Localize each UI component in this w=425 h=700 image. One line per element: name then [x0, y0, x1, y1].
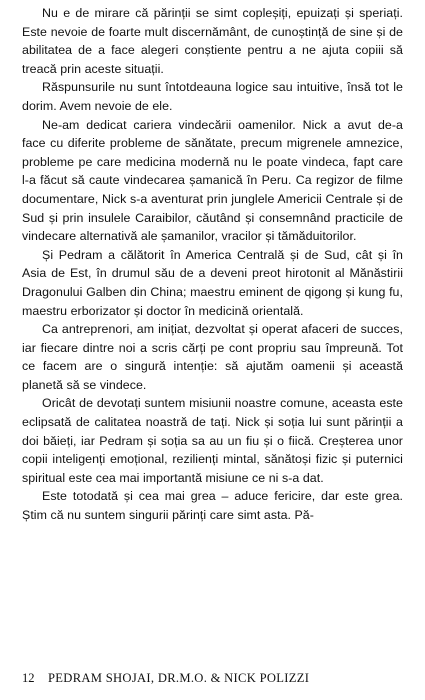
paragraph-1: Nu e de mirare că părinții se simt copleșiți, epuizați și speriați. Este nevoie de foarte mult discernământ, de cunoștință de sine și de abilitatea de a face alegeri conștiente pentru a ne ajuta copiii să treacă prin aceste situații.: [22, 6, 403, 76]
paragraph-3: Ne-am dedicat cariera vindecării oamenilor. Nick a avut de-a face cu diferite probleme de sănătate, precum migrenele amnezice, probleme pe care medicina modernă nu le poate vindeca, fapt care l-a făcut să caute vindecarea șamanică în Peru. Ca regizor de filme documentare, Nick s-a aventurat prin junglele Americii Centrale și de Sud și prin insulele Caraibilor, căutând și consemnând practicile de vindecare alternativă ale șamanilor, vracilor și tămăduitorilor.: [22, 117, 403, 244]
paragraph-2: Răspunsurile nu sunt întotdeauna logice sau intuitive, însă tot le dorim. Avem nevoie de ele.: [22, 80, 403, 113]
paragraph-5: Ca antreprenori, am inițiat, dezvoltat și operat afaceri de succes, iar fiecare dintre noi a scris cărți pe cont propriu sau împreună. Tot ce facem are o singură intenție: să ajutăm oamenii și această planetă să se vindece.: [22, 322, 403, 392]
paragraph-4: Și Pedram a călătorit în America Centrală și de Sud, cât și în Asia de Est, în drumul său de a deveni preot hirotonit al Mănăstirii Dragonului Galben din China; maestru eminent de qigong și kung fu, maestru erborizator și doctor în medicină orientală.: [22, 247, 403, 318]
paragraph-7: Este totodată și cea mai grea – aduce fericire, dar este grea. Știm că nu suntem singurii părinți care simt asta. Pă-: [22, 489, 403, 523]
page-number: 12: [22, 671, 35, 685]
paragraph-6: Oricât de devotați suntem misiunii noastre comune, aceasta este eclipsată de calitatea noastră de tați. Nick și soția lui sunt părinții a doi băieți, iar Pedram și soția sa au un fiu și o fiică. Creșterea unor copii inteligenți emoțional, rezilienți mintal, sănătoși fizic și puternici spiritual este cea mai importantă misiune ce ni s-a dat.: [22, 396, 403, 485]
page-footer: [22, 671, 403, 691]
running-head: PEDRAM SHOJAI, DR.M.O. & NICK POLIZZI: [48, 671, 310, 685]
body-text: [22, 4, 403, 525]
